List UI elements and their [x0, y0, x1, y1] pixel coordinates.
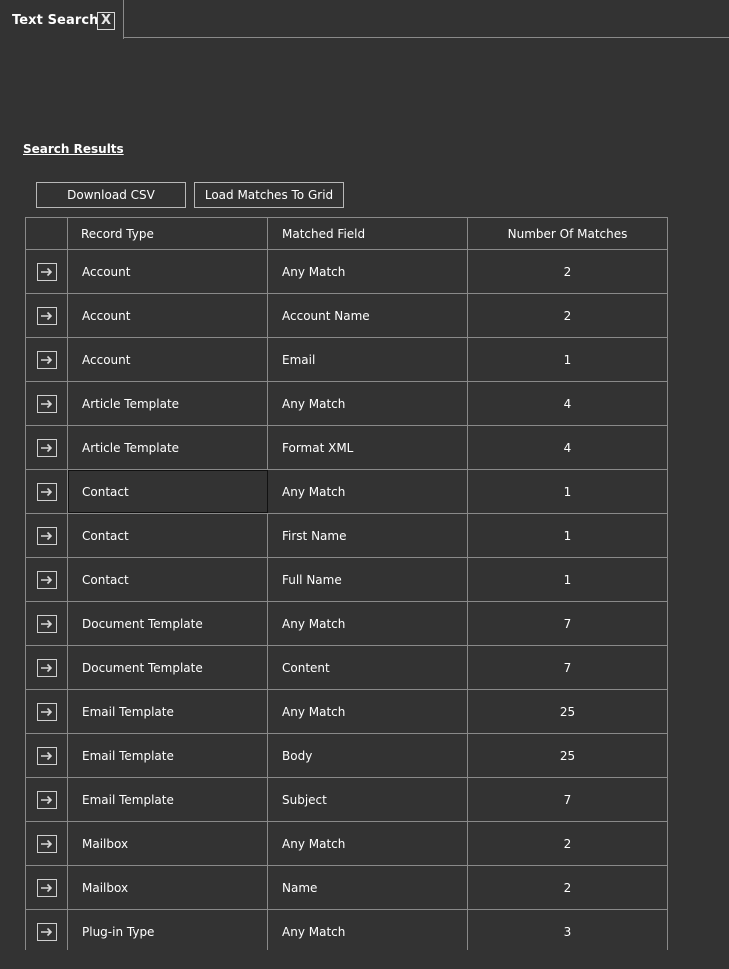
arrow-right-icon[interactable] — [37, 527, 57, 545]
matched-field-cell[interactable]: Name — [268, 866, 468, 909]
table-row[interactable] — [26, 690, 667, 734]
arrow-right-icon[interactable] — [37, 263, 57, 281]
load-matches-to-grid-button[interactable]: Load Matches To Grid — [194, 182, 344, 208]
arrow-right-icon[interactable] — [37, 835, 57, 853]
table-row[interactable] — [26, 558, 667, 602]
number-of-matches-cell[interactable]: 4 — [563, 440, 572, 455]
arrow-right-icon[interactable] — [37, 923, 57, 941]
number-of-matches-cell[interactable]: 25 — [559, 704, 576, 719]
row-action-cell — [26, 778, 68, 821]
number-of-matches-cell[interactable]: 2 — [563, 880, 572, 895]
matched-field-cell[interactable]: Any Match — [268, 470, 468, 513]
number-of-matches-cell[interactable]: 7 — [563, 660, 572, 675]
record-type-cell[interactable]: Article Template — [68, 382, 268, 425]
column-header-number-of-matches[interactable]: Number Of Matches — [507, 226, 628, 241]
number-of-matches-cell[interactable]: 2 — [563, 308, 572, 323]
tab-bar — [0, 0, 729, 38]
matched-field-cell[interactable]: Email — [268, 338, 468, 381]
matched-field-cell[interactable]: Any Match — [268, 250, 468, 293]
matched-field-cell[interactable]: Any Match — [268, 382, 468, 425]
grid-header-row — [26, 218, 667, 250]
table-row[interactable] — [26, 778, 667, 822]
arrow-right-icon[interactable] — [37, 483, 57, 501]
matched-field-cell[interactable]: Account Name — [268, 294, 468, 337]
record-type-cell[interactable]: Document Template — [68, 602, 268, 645]
matched-field-cell[interactable]: Any Match — [268, 602, 468, 645]
download-csv-button[interactable]: Download CSV — [36, 182, 186, 208]
close-icon[interactable]: X — [97, 12, 115, 30]
record-type-cell[interactable]: Contact — [68, 514, 268, 557]
number-of-matches-cell[interactable]: 1 — [563, 528, 572, 543]
row-action-cell — [26, 426, 68, 469]
number-of-matches-cell[interactable]: 3 — [563, 924, 572, 939]
table-row[interactable] — [26, 382, 667, 426]
arrow-right-icon[interactable] — [37, 307, 57, 325]
grid-body — [26, 250, 667, 950]
row-action-cell — [26, 382, 68, 425]
matched-field-cell[interactable]: Body — [268, 734, 468, 777]
results-grid — [25, 217, 668, 950]
matched-field-cell[interactable]: Format XML — [268, 426, 468, 469]
row-action-cell — [26, 470, 68, 513]
row-action-cell — [26, 646, 68, 689]
matched-field-cell[interactable]: Any Match — [268, 822, 468, 865]
column-header-matched-field[interactable]: Matched Field — [268, 218, 468, 249]
arrow-right-icon[interactable] — [37, 351, 57, 369]
row-action-cell — [26, 734, 68, 777]
record-type-cell[interactable]: Email Template — [68, 690, 268, 733]
record-type-cell[interactable]: Article Template — [68, 426, 268, 469]
row-action-cell — [26, 514, 68, 557]
number-of-matches-cell[interactable]: 4 — [563, 396, 572, 411]
matched-field-cell[interactable]: Full Name — [268, 558, 468, 601]
record-type-cell[interactable]: Mailbox — [68, 822, 268, 865]
row-action-cell — [26, 690, 68, 733]
table-row[interactable] — [26, 426, 667, 470]
matched-field-cell[interactable]: Subject — [268, 778, 468, 821]
number-of-matches-cell[interactable]: 25 — [559, 748, 576, 763]
record-type-cell[interactable]: Account — [68, 250, 268, 293]
row-action-cell — [26, 910, 68, 950]
table-row[interactable] — [26, 514, 667, 558]
table-row[interactable] — [26, 470, 667, 514]
matched-field-cell[interactable]: Content — [268, 646, 468, 689]
table-row[interactable] — [26, 338, 667, 382]
row-action-cell — [26, 602, 68, 645]
section-heading: Search Results — [23, 142, 124, 156]
matched-field-cell[interactable]: Any Match — [268, 690, 468, 733]
arrow-right-icon[interactable] — [37, 395, 57, 413]
column-header-action — [26, 218, 68, 249]
table-row[interactable] — [26, 866, 667, 910]
matched-field-cell[interactable]: First Name — [268, 514, 468, 557]
row-action-cell — [26, 294, 68, 337]
matched-field-cell[interactable]: Any Match — [268, 910, 468, 950]
tab-title: Text Search — [12, 13, 99, 28]
record-type-cell[interactable]: Email Template — [68, 734, 268, 777]
number-of-matches-cell[interactable]: 7 — [563, 616, 572, 631]
number-of-matches-cell[interactable]: 1 — [563, 352, 572, 367]
table-row[interactable] — [26, 294, 667, 338]
table-row[interactable] — [26, 646, 667, 690]
table-row[interactable] — [26, 250, 667, 294]
row-action-cell — [26, 558, 68, 601]
record-type-cell[interactable]: Document Template — [68, 646, 268, 689]
record-type-cell[interactable]: Account — [68, 294, 268, 337]
record-type-cell[interactable]: Plug-in Type — [68, 910, 268, 950]
arrow-right-icon[interactable] — [37, 791, 57, 809]
record-type-cell[interactable]: Contact — [68, 470, 268, 513]
number-of-matches-cell[interactable]: 1 — [563, 484, 572, 499]
record-type-cell[interactable]: Email Template — [68, 778, 268, 821]
number-of-matches-cell[interactable]: 1 — [563, 572, 572, 587]
table-row[interactable] — [26, 822, 667, 866]
row-action-cell — [26, 822, 68, 865]
table-row[interactable] — [26, 602, 667, 646]
record-type-cell[interactable]: Account — [68, 338, 268, 381]
tab-text-search[interactable] — [0, 0, 124, 39]
arrow-right-icon[interactable] — [37, 439, 57, 457]
number-of-matches-cell[interactable]: 2 — [563, 264, 572, 279]
column-header-record-type[interactable]: Record Type — [68, 218, 268, 249]
number-of-matches-cell[interactable]: 7 — [563, 792, 572, 807]
record-type-cell[interactable]: Contact — [68, 558, 268, 601]
arrow-right-icon[interactable] — [37, 571, 57, 589]
row-action-cell — [26, 866, 68, 909]
arrow-right-icon[interactable] — [37, 703, 57, 721]
row-action-cell — [26, 250, 68, 293]
number-of-matches-cell[interactable]: 2 — [563, 836, 572, 851]
table-row[interactable] — [26, 734, 667, 778]
arrow-right-icon[interactable] — [37, 659, 57, 677]
arrow-right-icon[interactable] — [37, 879, 57, 897]
arrow-right-icon[interactable] — [37, 615, 57, 633]
arrow-right-icon[interactable] — [37, 747, 57, 765]
row-action-cell — [26, 338, 68, 381]
table-row[interactable] — [26, 910, 667, 950]
record-type-cell[interactable]: Mailbox — [68, 866, 268, 909]
